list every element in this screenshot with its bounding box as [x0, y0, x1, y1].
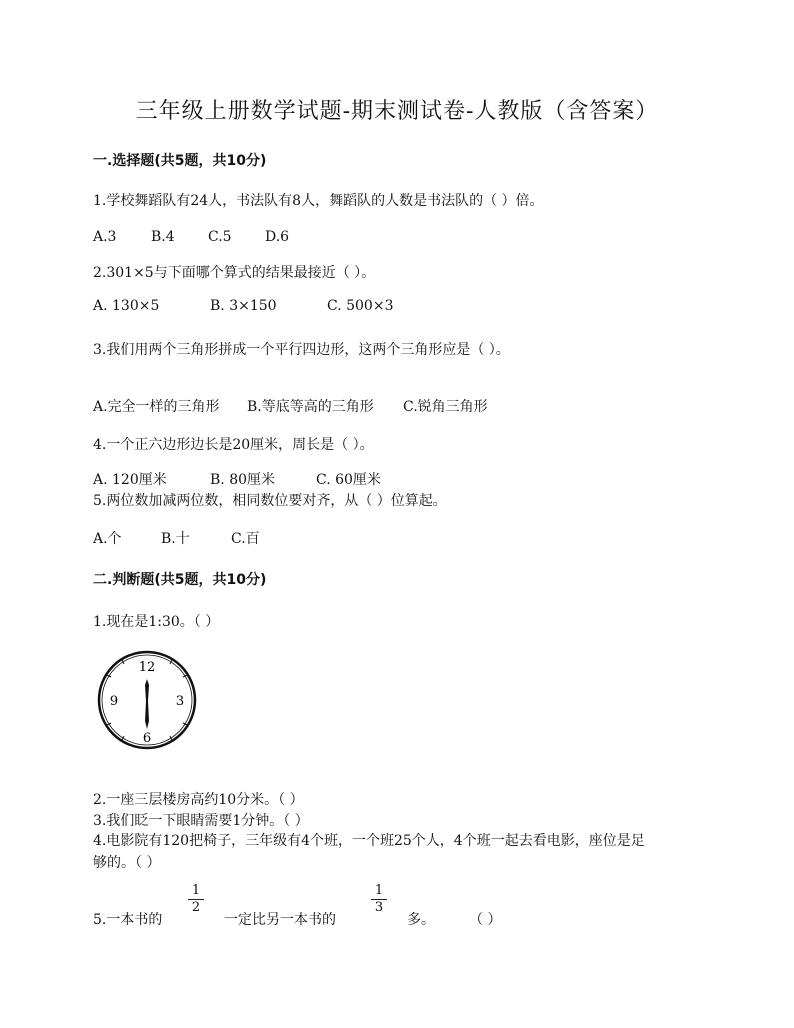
clock-numeral-9: 9: [109, 694, 119, 709]
question-2-5-part3: 多。: [407, 912, 435, 928]
question-2-4-line2: 够的。（ ）: [93, 855, 161, 871]
question-2-5-answer-blank: （ ）: [469, 912, 502, 928]
question-2-5-part2: 一定比另一本书的: [224, 912, 336, 928]
question-1-5: 5.两位数加减两位数，相同数位要对齐，从（ ）位算起。: [93, 493, 447, 509]
option-b: B. 3×150: [210, 298, 277, 314]
clock-numeral-6: 6: [142, 731, 152, 746]
clock-hour-hand-lower: [145, 701, 149, 729]
clock-minute-hand-upper: [145, 679, 149, 701]
clock-figure: [96, 649, 198, 751]
section-heading-judge: 二.判断题(共5题，共10分): [93, 572, 267, 588]
question-2-4-line1: 4.电影院有120把椅子，三年级有4个班，一个班25个人，4个班一起去看电影，座位是足: [93, 833, 645, 849]
fraction-denominator: 2: [191, 900, 201, 915]
section-heading-choice: 一.选择题(共5题，共10分): [93, 153, 267, 169]
option-b: B.4: [151, 229, 175, 245]
option-a: A. 120厘米: [93, 472, 167, 488]
question-2-2: 2.一座三层楼房高约10分米。（ ）: [93, 792, 304, 808]
question-1-3: 3.我们用两个三角形拼成一个平行四边形，这两个三角形应是（ ）。: [93, 342, 510, 358]
option-b: B. 80厘米: [210, 472, 276, 488]
option-b: B.等底等高的三角形: [247, 399, 374, 415]
question-1-1: 1.学校舞蹈队有24人，书法队有8人，舞蹈队的人数是书法队的（ ）倍。: [93, 193, 544, 209]
question-1-4: 4.一个正六边形边长是20厘米，周长是（ ）。: [93, 437, 374, 453]
fraction-one-third: [371, 884, 387, 915]
page-title: 三年级上册数学试题-期末测试卷-人教版（含答案）: [135, 99, 659, 124]
option-b: B.十: [161, 531, 190, 547]
option-c: C. 60厘米: [316, 472, 381, 488]
fraction-numerator: 1: [374, 883, 384, 898]
fraction-one-half: [188, 884, 204, 915]
option-a: A.3: [93, 229, 117, 245]
question-1-2: 2.301×5与下面哪个算式的结果最接近（ ）。: [93, 265, 376, 281]
fraction-denominator: 3: [374, 900, 384, 915]
clock-numeral-3: 3: [175, 694, 185, 709]
option-a: A.个: [93, 531, 122, 547]
question-2-1: 1.现在是1:30。（ ）: [93, 614, 220, 630]
question-2-5-part1: 5.一本书的: [93, 912, 163, 928]
option-c: C.百: [231, 531, 260, 547]
option-c: C.5: [208, 229, 232, 245]
option-c: C.锐角三角形: [403, 399, 488, 415]
question-2-3: 3.我们眨一下眼睛需要1分钟。（ ）: [93, 813, 309, 829]
fraction-numerator: 1: [191, 883, 201, 898]
option-d: D.6: [265, 229, 290, 245]
option-c: C. 500×3: [327, 298, 394, 314]
option-a: A. 130×5: [93, 298, 160, 314]
option-a: A.完全一样的三角形: [93, 399, 220, 415]
clock-numeral-12: 12: [138, 660, 156, 675]
